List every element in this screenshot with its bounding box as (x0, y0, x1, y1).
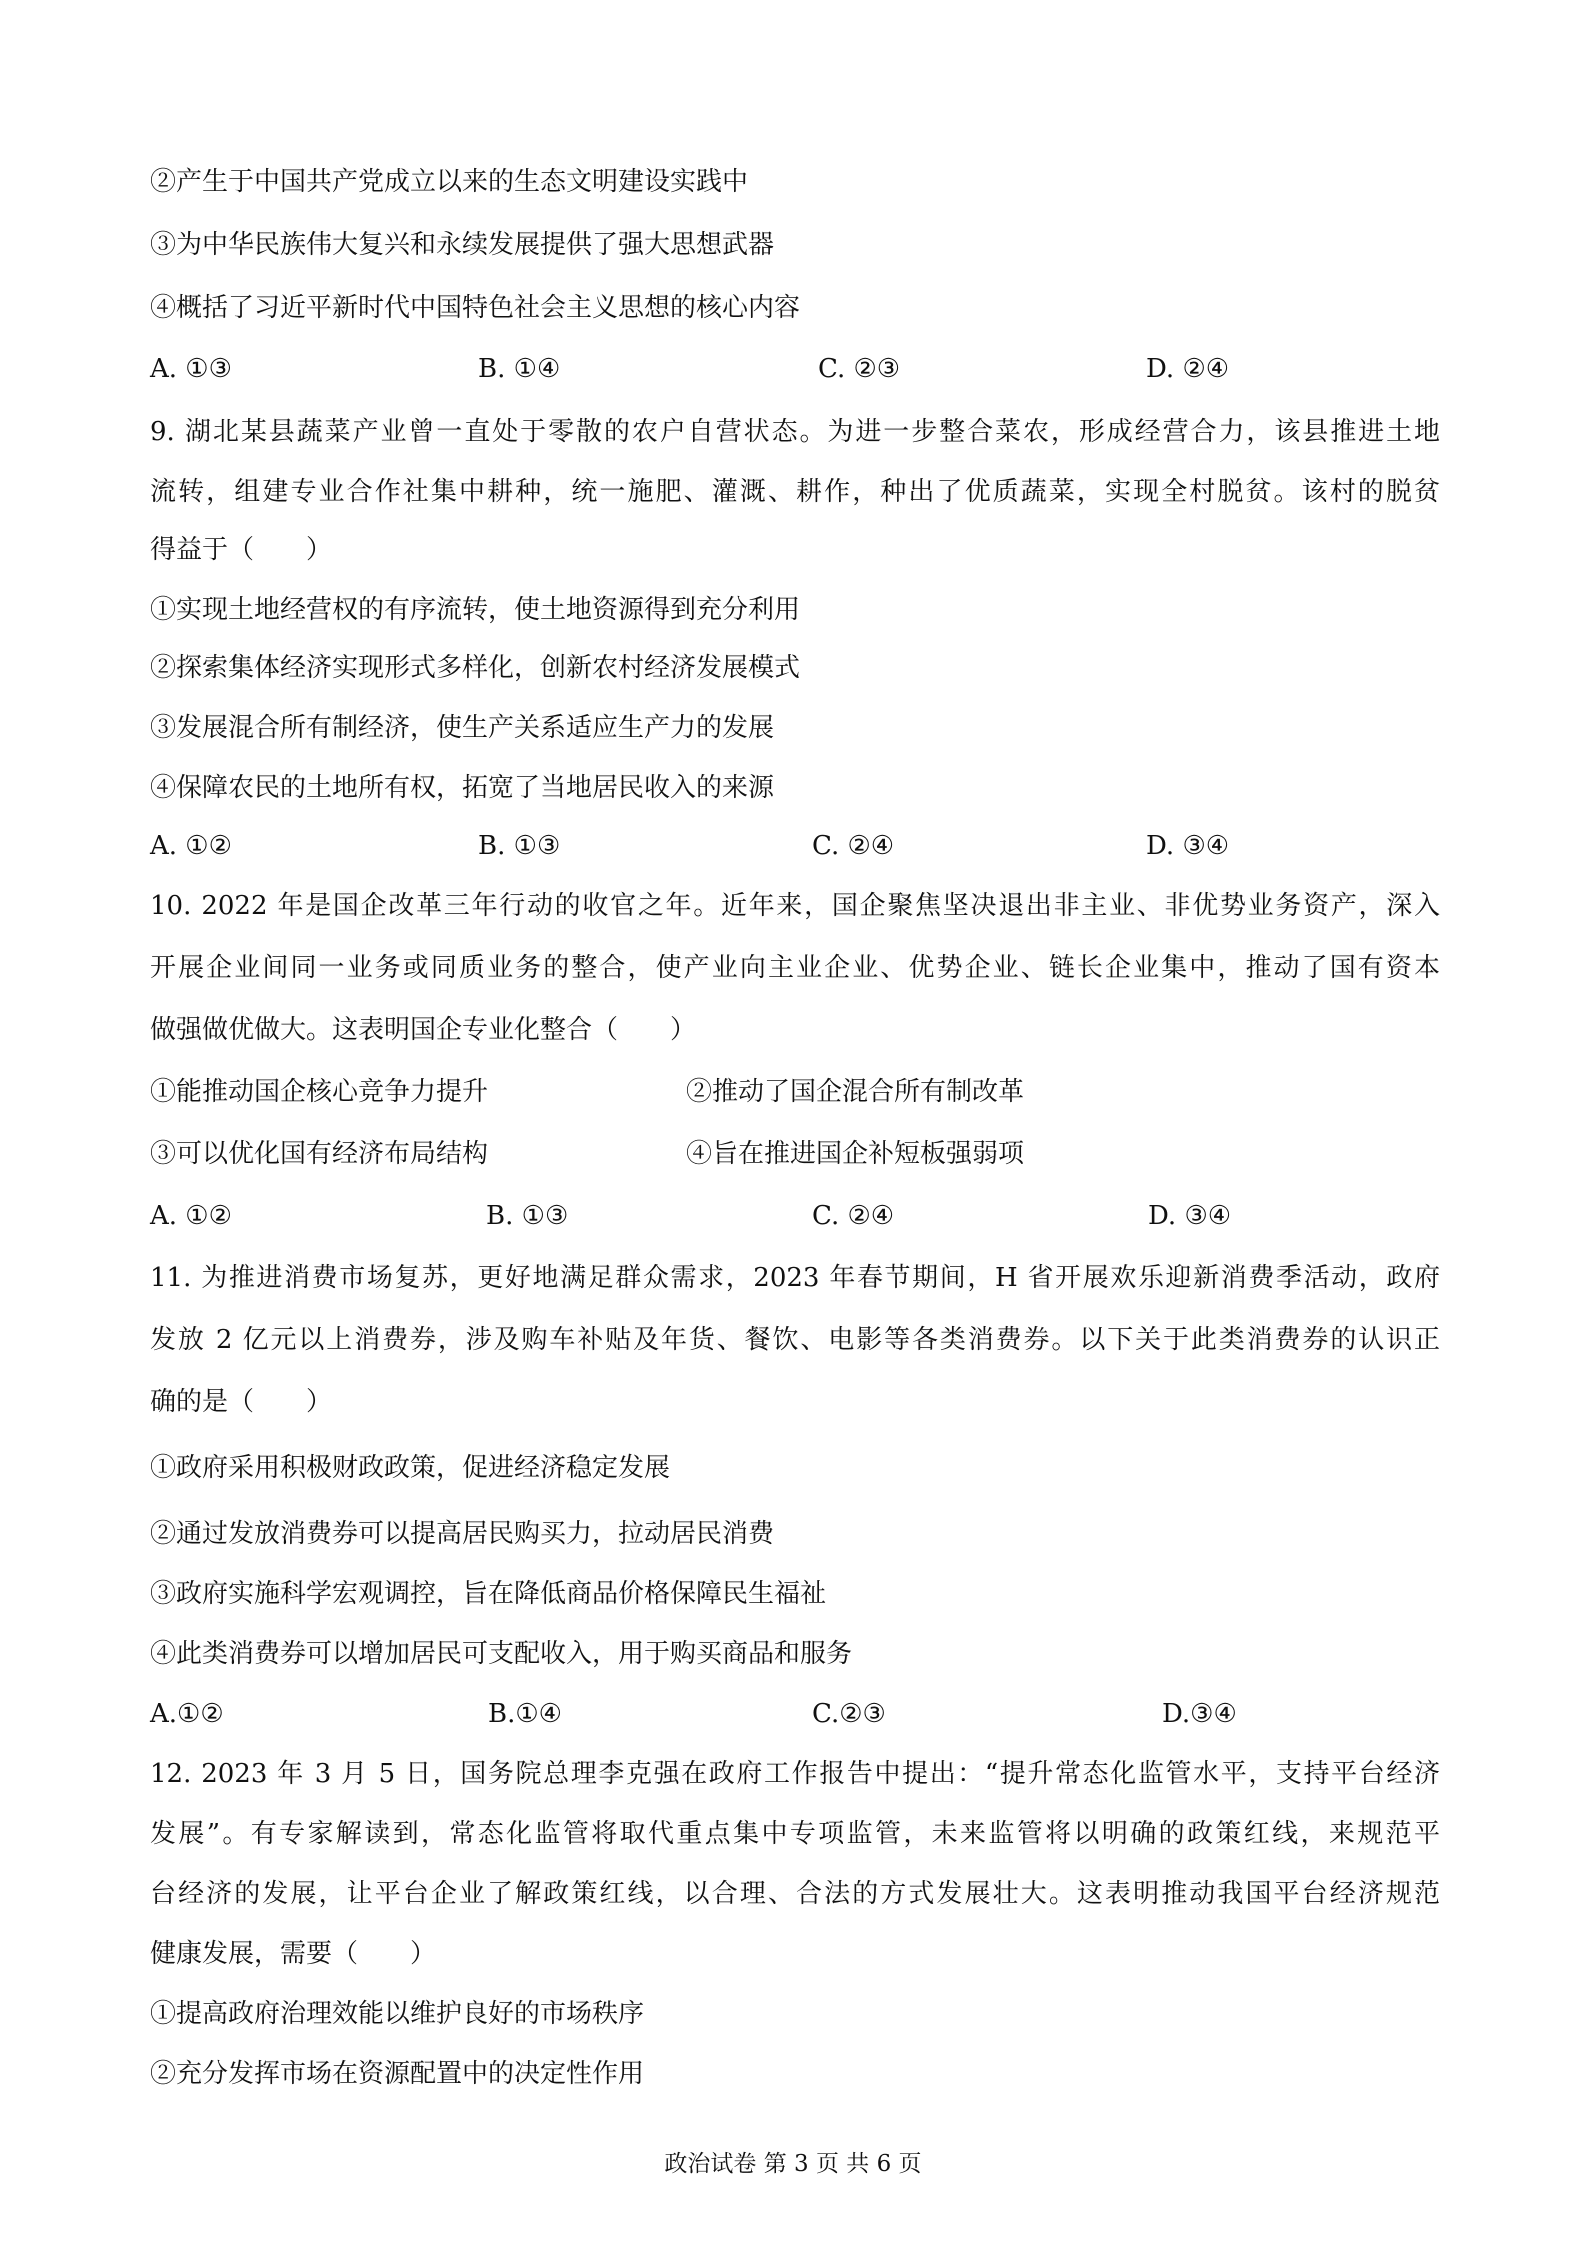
q11-stem-line: 确的是（ ） (150, 1387, 333, 1417)
q10-item-4: ④旨在推进国企补短板强弱项 (686, 1139, 1025, 1169)
q8-item-2: ②产生于中国共产党成立以来的生态文明建设实践中 (150, 167, 749, 197)
q11-option-b: B.①④ (488, 1699, 562, 1729)
q10-item-2: ②推动了国企混合所有制改革 (686, 1077, 1025, 1107)
q10-option-c: C. ②④ (812, 1201, 895, 1231)
q10-stem-line: 做强做优做大。这表明国企专业化整合（ ） (150, 1015, 697, 1045)
q10-item-3: ③可以优化国有经济布局结构 (150, 1139, 489, 1169)
q12-item-1: ①提高政府治理效能以维护良好的市场秩序 (150, 1999, 645, 2029)
q12-stem-line: 发展”。有专家解读到，常态化监管将取代重点集中专项监管，未来监管将以明确的政策红线，来规范平 (150, 1819, 1440, 1849)
q11-item-1: ①政府采用积极财政政策，促进经济稳定发展 (150, 1453, 671, 1483)
q11-item-3: ③政府实施科学宏观调控，旨在降低商品价格保障民生福祉 (150, 1579, 827, 1609)
q10-item-1: ①能推动国企核心竞争力提升 (150, 1077, 489, 1107)
q12-stem-line: 台经济的发展，让平台企业了解政策红线，以合理、合法的方式发展壮大。这表明推动我国平台经济规范 (150, 1879, 1440, 1909)
q9-item-2: ②探索集体经济实现形式多样化，创新农村经济发展模式 (150, 653, 801, 683)
q12-stem-line: 12. 2023 年 3 月 5 日，国务院总理李克强在政府工作报告中提出：“提升常态化监管水平，支持平台经济 (150, 1759, 1440, 1789)
page-footer: 政治试卷 第 3 页 共 6 页 (664, 2151, 922, 2177)
q8-option-d: D. ②④ (1146, 354, 1230, 384)
q8-option-c: C. ②③ (818, 354, 901, 384)
q10-stem-line: 开展企业间同一业务或同质业务的整合，使产业向主业企业、优势企业、链长企业集中，推动了国有资本 (150, 953, 1440, 983)
q11-item-2: ②通过发放消费券可以提高居民购买力，拉动居民消费 (150, 1519, 775, 1549)
q9-item-3: ③发展混合所有制经济，使生产关系适应生产力的发展 (150, 713, 775, 743)
q9-stem-line: 流转，组建专业合作社集中耕种，统一施肥、灌溉、耕作，种出了优质蔬菜，实现全村脱贫。该村的脱贫 (150, 477, 1440, 507)
q9-option-d: D. ③④ (1146, 831, 1230, 861)
q12-stem-line: 健康发展，需要（ ） (150, 1939, 437, 1969)
q9-option-a: A. ①② (150, 831, 232, 861)
q8-item-3: ③为中华民族伟大复兴和永续发展提供了强大思想武器 (150, 230, 775, 260)
q11-stem-line: 发放 2 亿元以上消费券，涉及购车补贴及年货、餐饮、电影等各类消费券。以下关于此类消费券的认识正 (150, 1325, 1440, 1355)
q8-option-b: B. ①④ (478, 354, 561, 384)
q8-item-4: ④概括了习近平新时代中国特色社会主义思想的核心内容 (150, 293, 801, 323)
q11-item-4: ④此类消费券可以增加居民可支配收入，用于购买商品和服务 (150, 1639, 853, 1669)
q10-option-a: A. ①② (150, 1201, 232, 1231)
q11-option-a: A.①② (150, 1699, 224, 1729)
q9-item-4: ④保障农民的土地所有权，拓宽了当地居民收入的来源 (150, 773, 775, 803)
q9-stem-line: 9. 湖北某县蔬菜产业曾一直处于零散的农户自营状态。为进一步整合菜农，形成经营合力，该县推进土地 (150, 417, 1440, 447)
q11-option-c: C.②③ (812, 1699, 886, 1729)
q9-stem-line: 得益于（ ） (150, 535, 333, 565)
q8-option-a: A. ①③ (150, 354, 232, 384)
q9-option-c: C. ②④ (812, 831, 895, 861)
q12-item-2: ②充分发挥市场在资源配置中的决定性作用 (150, 2059, 645, 2089)
q10-option-d: D. ③④ (1148, 1201, 1232, 1231)
q10-stem-line: 10. 2022 年是国企改革三年行动的收官之年。近年来，国企聚焦坚决退出非主业、非优势业务资产，深入 (150, 891, 1440, 921)
q9-option-b: B. ①③ (478, 831, 561, 861)
q10-option-b: B. ①③ (486, 1201, 569, 1231)
q11-option-d: D.③④ (1162, 1699, 1237, 1729)
q11-stem-line: 11. 为推进消费市场复苏，更好地满足群众需求，2023 年春节期间，H 省开展欢乐迎新消费季活动，政府 (150, 1263, 1440, 1293)
q9-item-1: ①实现土地经营权的有序流转，使土地资源得到充分利用 (150, 595, 801, 625)
